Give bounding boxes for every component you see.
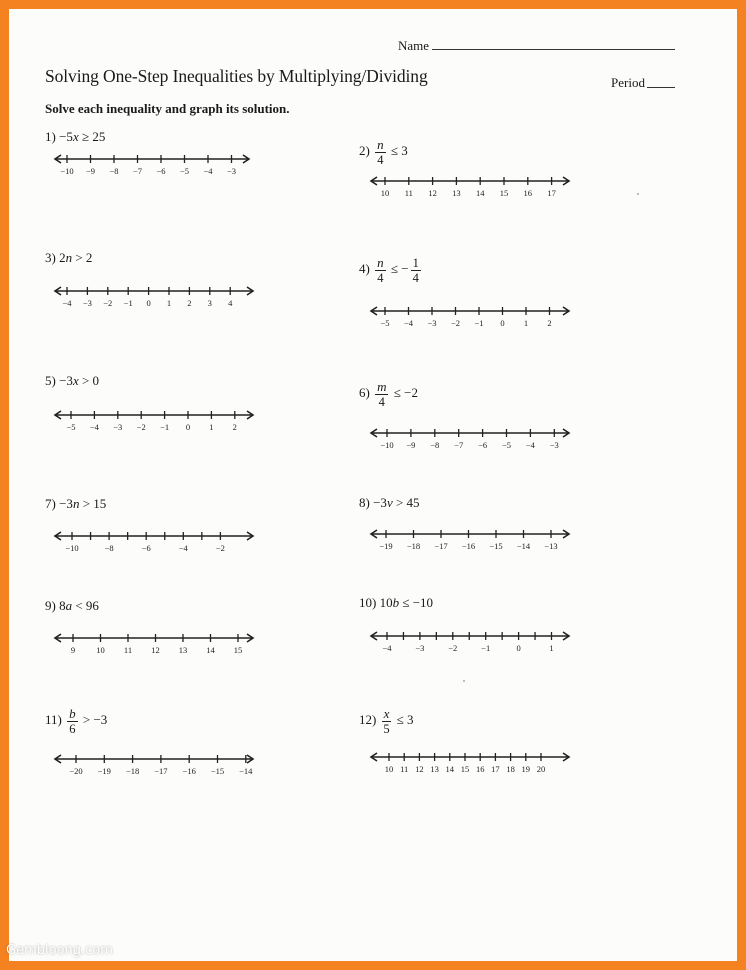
period-label: Period	[611, 75, 645, 90]
tick-label: −2	[103, 298, 113, 308]
tick-label: 12	[415, 764, 424, 774]
tick-label: −4	[382, 643, 392, 653]
fraction-denominator: 4	[377, 271, 384, 285]
tick-label: 2	[547, 318, 552, 328]
tick-label: −14	[516, 541, 531, 551]
inequality-rhs: > −3	[79, 711, 108, 727]
inequality-rhs: ≥ 25	[78, 129, 106, 144]
problem-9	[45, 598, 99, 614]
problem-number: 10)	[359, 595, 377, 610]
fraction-denominator: 4	[377, 153, 384, 167]
tick-label: −3	[113, 422, 123, 432]
tick-label: 13	[178, 645, 188, 655]
tick-label: 15	[499, 188, 509, 198]
tick-label: 14	[206, 645, 215, 655]
tick-label: 11	[123, 645, 133, 655]
tick-label: −8	[430, 440, 440, 450]
tick-label: −18	[406, 541, 421, 551]
inequality-rhs: > 45	[392, 495, 420, 510]
tick-label: −2	[136, 422, 146, 432]
tick-label: 14	[445, 764, 455, 774]
tick-label: −8	[104, 543, 114, 553]
tick-label: 16	[523, 188, 533, 198]
inequality-rhs: ≤ 3	[393, 711, 414, 727]
tick-label: 0	[516, 643, 521, 653]
fraction-numerator: x	[383, 706, 390, 721]
fraction	[382, 706, 392, 736]
tick-label: −18	[125, 766, 140, 776]
tick-label: −4	[403, 318, 414, 328]
problem-number: 8)	[359, 495, 370, 510]
variable: b	[392, 595, 400, 610]
tick-label: 2	[187, 298, 192, 308]
number-line-7[interactable]	[53, 530, 255, 552]
problem-6	[359, 379, 418, 409]
tick-label: 11	[404, 188, 413, 198]
coefficient: −3	[59, 496, 73, 511]
problem-5	[45, 373, 99, 389]
tick-label: −7	[132, 166, 143, 176]
tick-label: 13	[452, 188, 461, 198]
tick-label: 10	[384, 764, 394, 774]
tick-label: −4	[203, 166, 213, 176]
variable: x	[72, 373, 79, 388]
fraction	[375, 379, 388, 409]
watermark: Gembloong.com	[6, 943, 113, 958]
tick-label: 1	[549, 643, 554, 653]
tick-label: −2	[448, 643, 458, 653]
variable: v	[386, 495, 393, 510]
tick-label: −5	[66, 422, 76, 432]
number-line-12[interactable]	[369, 751, 571, 773]
problem-number: 7)	[45, 496, 56, 511]
tick-label: −3	[82, 298, 92, 308]
tick-label: −19	[97, 766, 111, 776]
problem-2	[359, 137, 408, 167]
tick-label: 17	[547, 188, 556, 198]
tick-label: −1	[123, 298, 133, 308]
tick-label: −3	[415, 643, 425, 653]
tick-label: −19	[379, 541, 393, 551]
tick-label: 2	[232, 422, 237, 432]
inequality-rhs: ≤ −10	[399, 595, 434, 610]
number-line-2[interactable]	[369, 175, 571, 197]
tick-label: −10	[380, 440, 394, 450]
tick-label: −3	[549, 440, 559, 450]
tick-label: −10	[65, 543, 79, 553]
problem-4	[359, 255, 423, 285]
fraction-numerator: n	[377, 255, 384, 270]
inequality-rhs: ≤ −2	[390, 384, 418, 400]
tick-label: −9	[85, 166, 96, 176]
tick-label: −3	[226, 166, 237, 176]
tick-label: −4	[525, 440, 535, 450]
problem-number: 11)	[45, 711, 62, 727]
problem-number: 2)	[359, 142, 370, 158]
tick-label: −6	[141, 543, 151, 553]
fraction-denominator: 6	[69, 722, 76, 736]
variable: n	[72, 496, 80, 511]
problem-number: 1)	[45, 129, 56, 144]
inequality-rhs: ≤ −	[387, 260, 409, 276]
tick-label: 0	[185, 422, 191, 432]
inequality-rhs: > 15	[79, 496, 107, 511]
coefficient: 10	[379, 595, 393, 610]
number-line-8[interactable]	[369, 528, 571, 550]
tick-label: −13	[544, 541, 558, 551]
tick-label: −16	[461, 541, 476, 551]
variable: x	[72, 129, 79, 144]
coefficient: −3	[59, 373, 73, 388]
tick-label: 12	[428, 188, 437, 198]
tick-label: −5	[179, 166, 190, 176]
tick-label: 15	[460, 764, 470, 774]
tick-label: 1	[523, 318, 529, 328]
variable: a	[65, 598, 73, 613]
name-line	[432, 49, 675, 50]
tick-label: −20	[69, 766, 83, 776]
coefficient: −3	[373, 495, 387, 510]
worksheet-title: Solving One-Step Inequalities by Multiplying/Dividing	[45, 66, 428, 86]
number-line-4[interactable]	[369, 305, 571, 327]
fraction-numerator: n	[377, 137, 384, 152]
tick-label: 16	[475, 764, 485, 774]
tick-label: 11	[400, 764, 409, 774]
tick-label: −1	[160, 422, 170, 432]
fraction-numerator: 1	[412, 255, 419, 270]
problem-12	[359, 706, 414, 736]
tick-label: −3	[427, 318, 437, 328]
tick-label: −14	[239, 766, 253, 776]
tick-label: 12	[151, 645, 160, 655]
number-line-1[interactable]	[53, 153, 251, 175]
problem-number: 6)	[359, 384, 370, 400]
problem-10	[359, 595, 433, 611]
tick-label: −17	[434, 541, 448, 551]
tick-label: 1	[166, 298, 172, 308]
tick-label: −4	[62, 298, 72, 308]
instructions: Solve each inequality and graph its solution.	[45, 101, 290, 116]
tick-label: 10	[96, 645, 105, 655]
tick-label: −6	[478, 440, 488, 450]
tick-label: −10	[60, 166, 74, 176]
tick-label: −5	[380, 318, 390, 328]
number-line-5[interactable]	[53, 409, 255, 431]
number-line-9[interactable]	[53, 632, 255, 654]
tick-label: 17	[491, 764, 500, 774]
worksheet-page	[9, 9, 737, 961]
problem-1	[45, 129, 105, 145]
tick-label: −8	[109, 166, 119, 176]
tick-label: 18	[506, 764, 515, 774]
tick-label: 1	[209, 422, 214, 432]
tick-label: 15	[233, 645, 243, 655]
tick-label: −7	[454, 440, 464, 450]
tick-label: 0	[500, 318, 505, 328]
tick-label: −17	[154, 766, 168, 776]
problem-3	[45, 250, 92, 266]
fraction-numerator: m	[377, 379, 387, 394]
coefficient: 8	[59, 598, 66, 613]
fraction-numerator: b	[69, 706, 76, 721]
tick-label: 14	[475, 188, 485, 198]
problem-number: 5)	[45, 373, 56, 388]
inequality-rhs: ≤ 3	[387, 142, 408, 158]
coefficient: 2	[59, 250, 66, 265]
problem-8	[359, 495, 420, 511]
scan-speck	[637, 193, 639, 195]
tick-label: −1	[481, 643, 491, 653]
variable: n	[65, 250, 73, 265]
tick-label: −15	[210, 766, 225, 776]
number-line-6[interactable]	[369, 427, 571, 449]
tick-label: 0	[146, 298, 151, 308]
fraction-denominator: 5	[383, 722, 390, 736]
tick-label: −1	[474, 318, 484, 328]
tick-label: −4	[89, 422, 99, 432]
number-line-10[interactable]	[369, 630, 571, 652]
problem-11	[45, 706, 107, 736]
tick-label: 9	[70, 645, 76, 655]
tick-label: 3	[207, 298, 212, 308]
problem-number: 9)	[45, 598, 56, 613]
coefficient: −5	[59, 129, 73, 144]
fraction	[375, 255, 386, 285]
scan-speck	[463, 680, 465, 682]
tick-label: −4	[178, 543, 188, 553]
name-label: Name	[398, 38, 430, 53]
inequality-rhs: > 2	[72, 250, 93, 265]
period-line	[647, 87, 675, 88]
fraction-denominator: 4	[378, 395, 385, 409]
tick-label: −2	[215, 543, 225, 553]
tick-label: −6	[156, 166, 166, 176]
problem-number: 3)	[45, 250, 56, 265]
fraction-denominator: 4	[412, 270, 419, 285]
tick-label: 13	[430, 764, 439, 774]
problem-number: 12)	[359, 711, 377, 727]
tick-label: −16	[182, 766, 196, 776]
problem-7	[45, 496, 106, 512]
tick-label: 20	[536, 764, 546, 774]
tick-label: 10	[380, 188, 390, 198]
fraction	[375, 137, 386, 167]
number-line-3[interactable]	[53, 285, 255, 307]
tick-label: −15	[489, 541, 503, 551]
fraction	[411, 256, 421, 285]
tick-label: 19	[521, 764, 531, 774]
tick-label: −5	[501, 440, 512, 450]
tick-label: −2	[450, 318, 461, 328]
number-line-11[interactable]	[53, 753, 255, 775]
tick-label: 4	[228, 298, 233, 308]
inequality-rhs: > 0	[78, 373, 100, 388]
fraction	[67, 706, 78, 736]
inequality-rhs: < 96	[72, 598, 99, 613]
problem-number: 4)	[359, 260, 370, 276]
tick-label: −9	[406, 440, 416, 450]
